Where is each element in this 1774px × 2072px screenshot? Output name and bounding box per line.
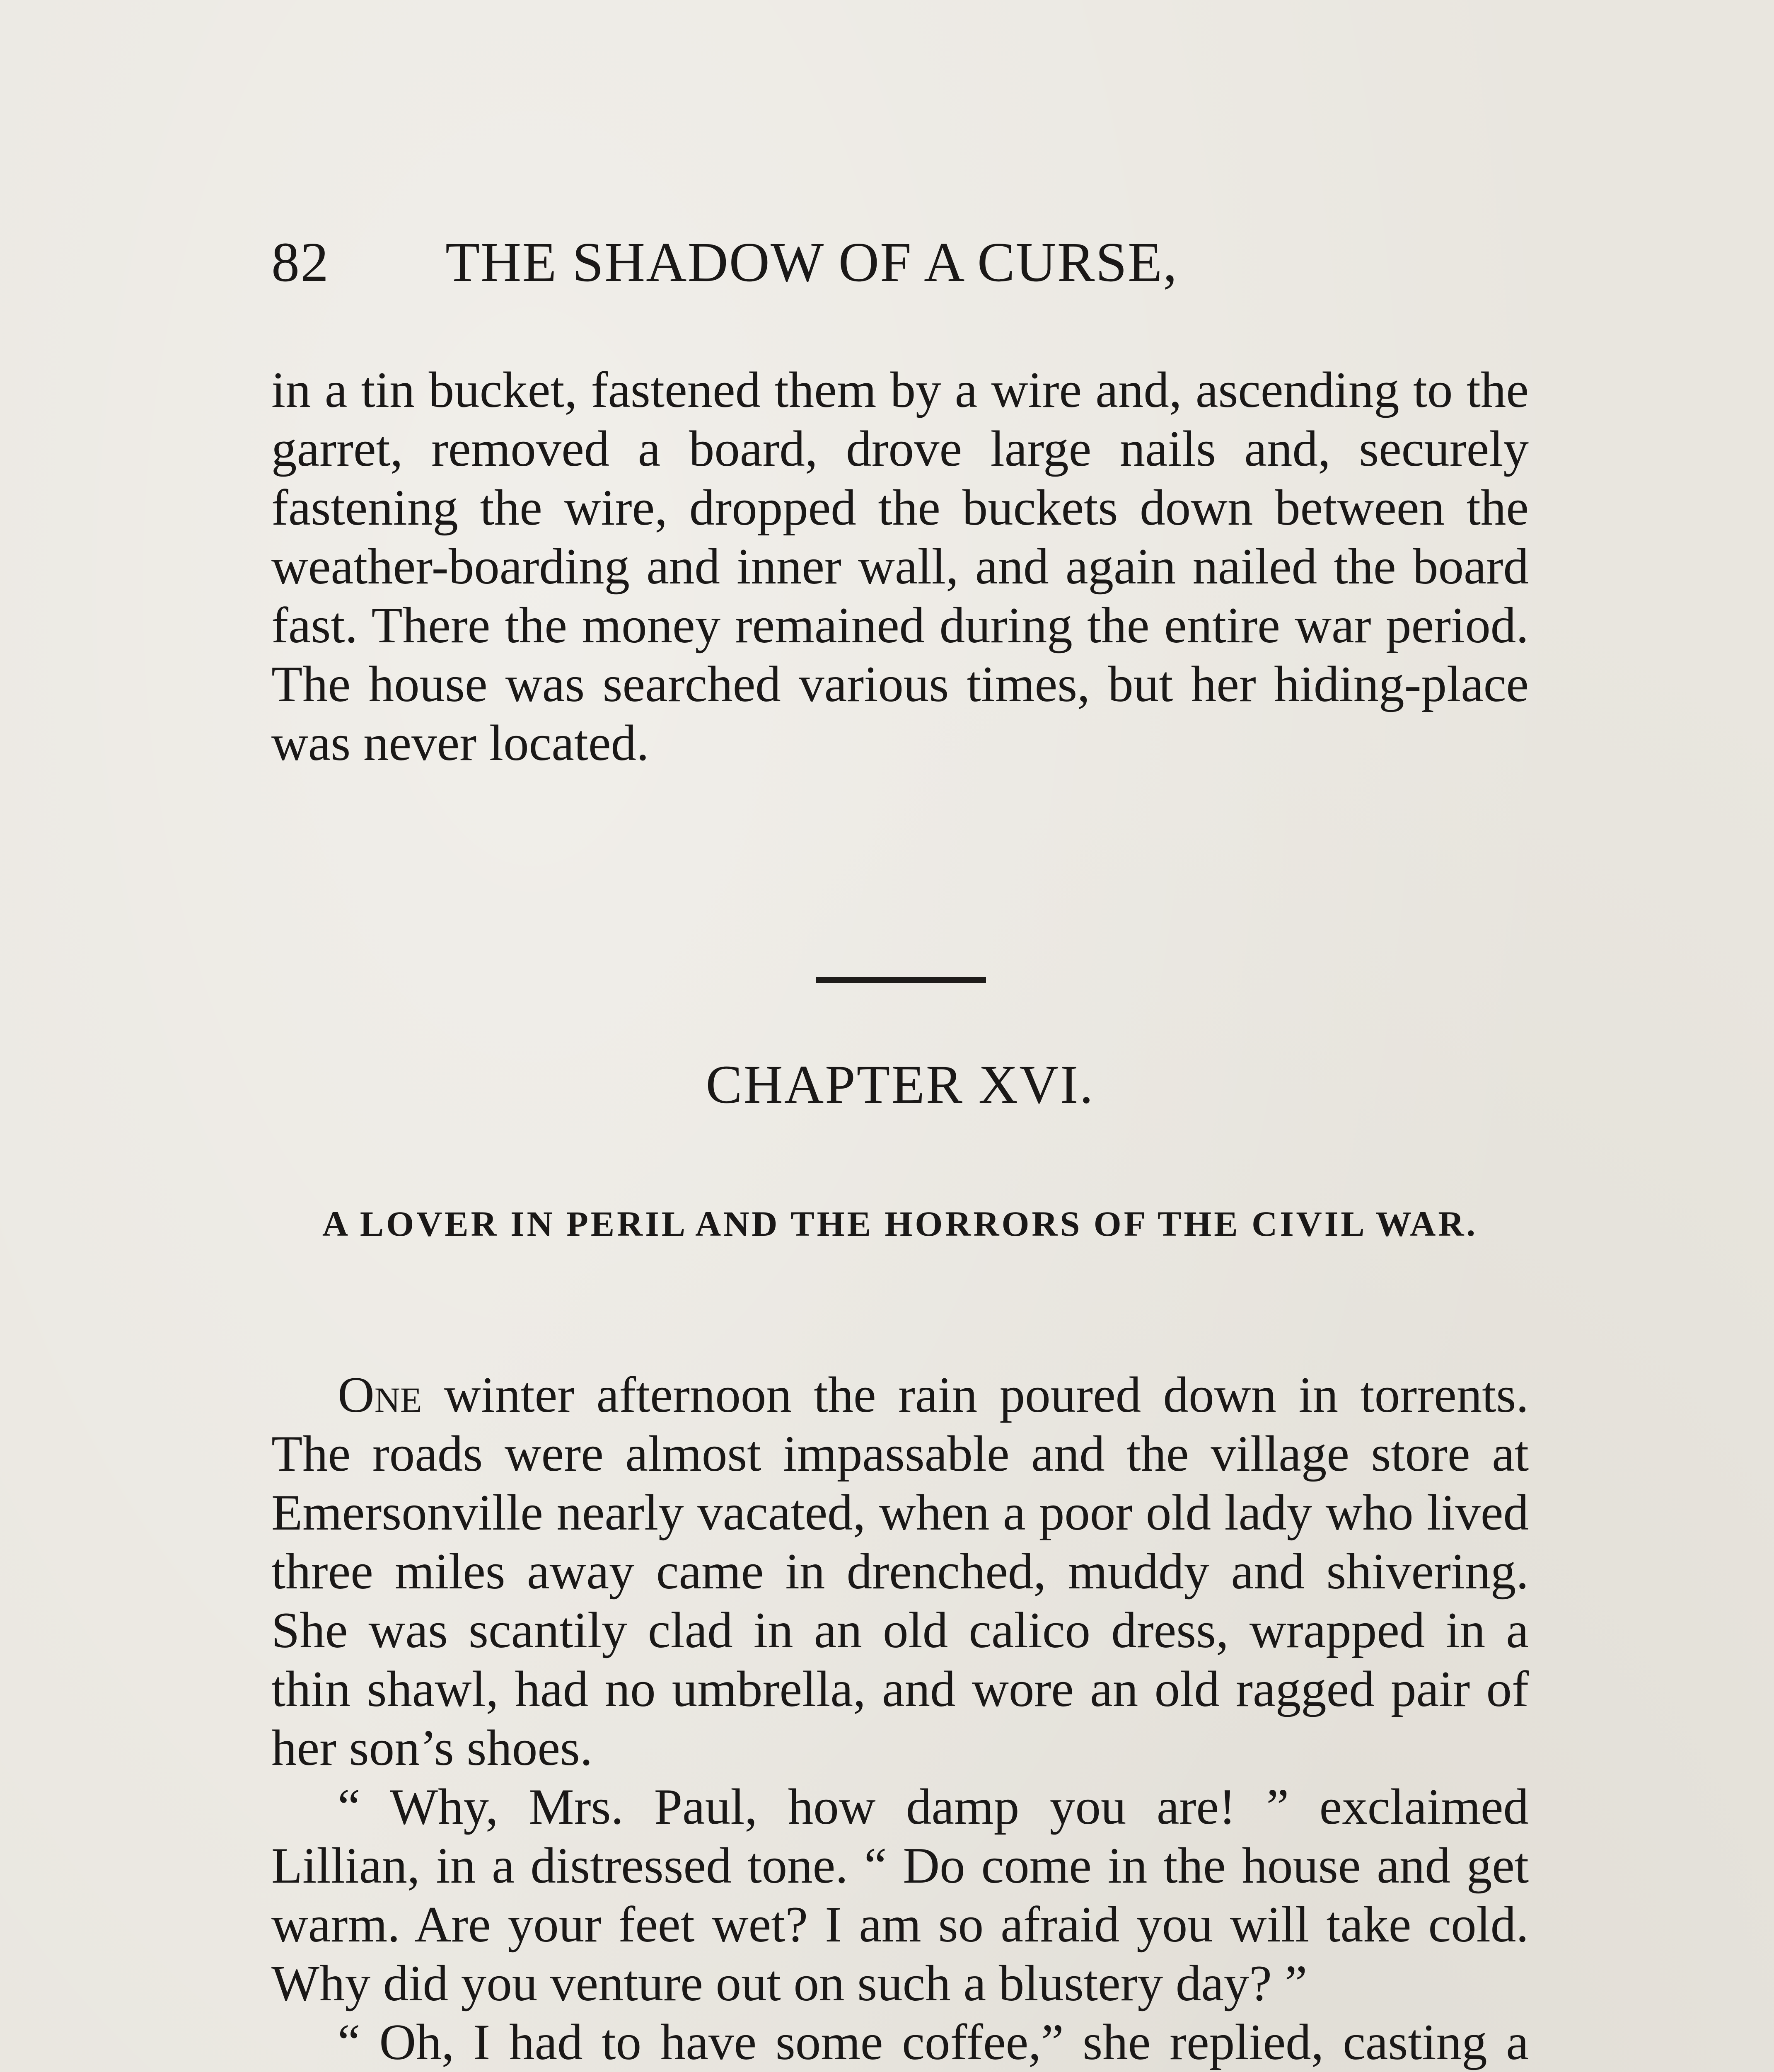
top-text-block <box>271 361 1529 772</box>
chapter-body <box>271 1365 1529 2072</box>
paragraph-1-text: winter afternoon the rain poured down in torrents. The roads were almost impassable and the village store at Emersonville nearly vacated, when a poor old lady who lived three miles away came in drenched, muddy and shivering. She was scantily clad in an old calico dress, wrapped in a thin shawl, had no umbrella, and wore an old ragged pair of her son’s shoes. <box>271 1366 1529 1776</box>
paragraph-1-lead: One <box>338 1366 422 1423</box>
section-divider <box>816 977 986 983</box>
chapter-title: CHAPTER XVI. <box>706 1054 1095 1115</box>
paragraph-1 <box>271 1365 1529 1777</box>
page-number: 82 <box>271 231 329 293</box>
page-header <box>271 230 1535 313</box>
paragraph-2: “ Why, Mrs. Paul, how damp you are! ” exclaimed Lillian, in a distressed tone. “ Do come in the house and get warm. Are your feet wet? I am so afraid you will take cold. Why did you venture out on such a blustery day? ” <box>271 1778 1529 2011</box>
running-title: THE SHADOW OF A CURSE, <box>445 231 1178 293</box>
paragraph-3: “ Oh, I had to have some coffee,” she replied, casting a <box>338 2014 1529 2070</box>
paragraph-continued: in a tin bucket, fastened them by a wire and, ascending to the garret, removed a board, drove large nails and, securely fastening the wire, dropped the buckets down between the weather-boarding and inner wall, and again nailed the board fast. There the money remained during the entire war period. The house was searched various times, but her hiding-place was never located. <box>271 361 1529 771</box>
chapter-subtitle: A LOVER IN PERIL AND THE HORRORS OF THE CIVIL WAR. <box>322 1204 1478 1244</box>
